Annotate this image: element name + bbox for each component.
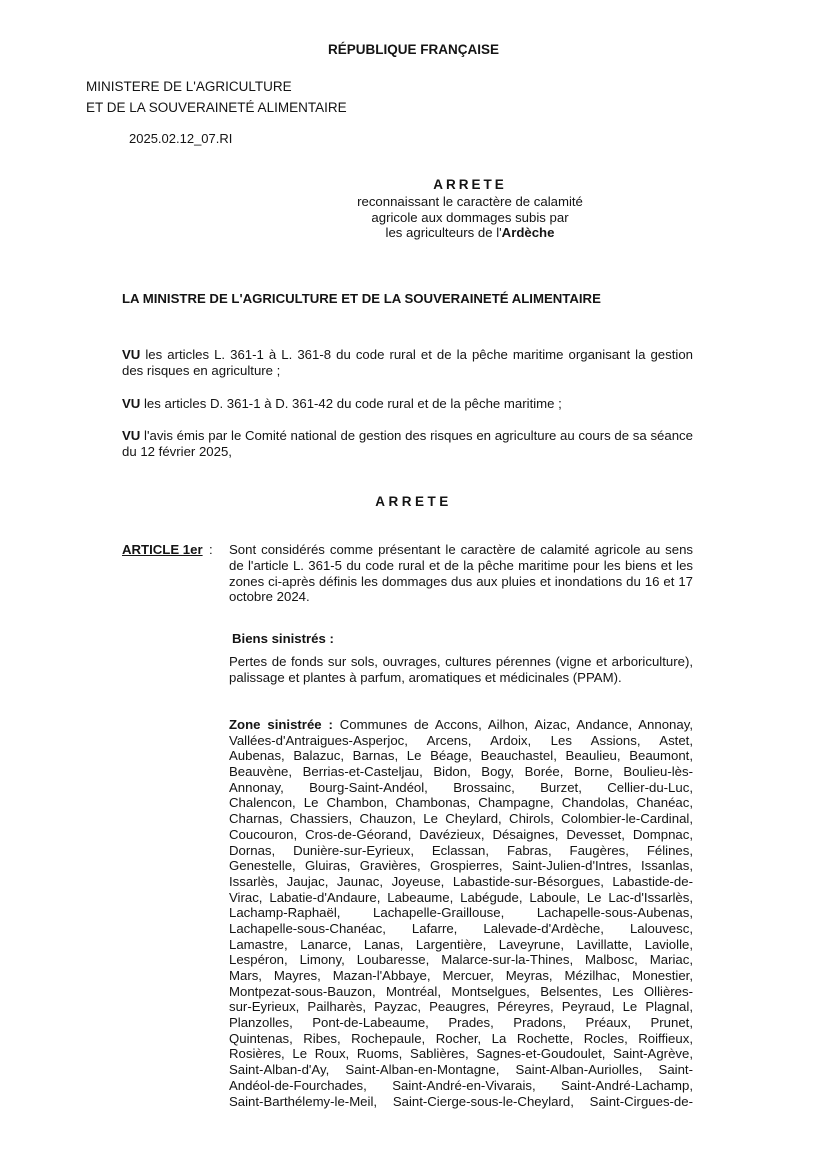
decree-subtitle-line-3 (250, 225, 690, 241)
zone-line: Vallées-d'Antraigues-Asperjoc, Arcens, Ardoix, Les Assions, Astet, (229, 732, 693, 748)
zone-line: Montpezat-sous-Bauzon, Montréal, Montselgues, Belsentes, Les Ollières- (229, 983, 693, 999)
ministry-line-2: ET DE LA SOUVERAINETÉ ALIMENTAIRE (86, 100, 347, 115)
article-separator: : (209, 542, 213, 557)
decree-subtitle-line-2: agricole aux dommages subis par (371, 209, 569, 225)
zone-line: Mars, Mayres, Mazan-l'Abbaye, Mercuer, Meyras, Mézilhac, Monestier, (229, 968, 693, 983)
visa-paragraph (122, 428, 693, 460)
zone-label: Zone sinistrée : (229, 717, 333, 732)
visa-paragraph (122, 347, 693, 379)
zone-line: Lespéron, Limony, Loubaresse, Malarce-sur-la-Thines, Malbosc, Mariac, (229, 952, 693, 968)
zone-line: Charnas, Chassiers, Chauzon, Le Cheylard, Chirols, Colombier-le-Cardinal, (229, 811, 693, 827)
zone-line: Coucouron, Cros-de-Géorand, Davézieux, Désaignes, Devesset, Dompnac, (229, 826, 693, 842)
affected-zone-block (229, 717, 693, 1109)
zone-line: Lachapelle-sous-Chanéac, Lafarre, Lalevade-d'Ardèche, Lalouvesc, (229, 920, 693, 936)
zone-line: Aubenas, Balazuc, Barnas, Le Béage, Beauchastel, Beaulieu, Beaumont, (229, 748, 693, 764)
article-label: ARTICLE 1er (122, 542, 203, 557)
subtitle-prefix: les agriculteurs de l' (385, 225, 502, 241)
zone-line: Issarlès, Jaujac, Jaunac, Joyeuse, Labastide-sur-Bésorgues, Labastide-de- (229, 873, 693, 889)
zone-line: Beauvène, Berrias-et-Casteljau, Bidon, Bogy, Borée, Borne, Boulieu-lès- (229, 764, 693, 780)
zone-line: Planzolles, Pont-de-Labeaume, Prades, Pradons, Préaux, Prunet, (229, 1015, 693, 1031)
visa-label: VU (122, 347, 141, 362)
decree-title (250, 177, 690, 241)
damaged-goods-text: Pertes de fonds sur sols, ouvrages, cultures pérennes (vigne et arboriculture), palissage et plantes à parfum, aromatiques et médicinales (PPAM). (229, 654, 693, 685)
document-reference: 2025.02.12_07.RI (129, 131, 233, 146)
zone-line: Saint-Alban-d'Ay, Saint-Alban-en-Montagne, Saint-Alban-Auriolles, Saint- (229, 1062, 693, 1078)
visa-text: les articles D. 361-1 à D. 361-42 du code rural et de la pêche maritime ; (140, 396, 562, 411)
zone-line: Rosières, Le Roux, Ruoms, Sablières, Sagnes-et-Goudoulet, Saint-Agrève, (229, 1046, 693, 1062)
article-text: Sont considérés comme présentant le caractère de calamité agricole au sens de l'article L. 361-5 du code rural et de la pêche maritime pour les biens et les zones ci-après définis les dommages dus aux pluies et inondations du 16 et 17 octobre 2024. (229, 542, 693, 605)
decree-heading: ARRETE (433, 177, 507, 192)
zone-line: Andéol-de-Fourchades, Saint-André-en-Vivarais, Saint-André-Lachamp, (229, 1077, 693, 1093)
zone-line: Lamastre, Lanarce, Lanas, Largentière, Laveyrune, Lavillatte, Laviolle, (229, 936, 693, 952)
zone-line: Genestelle, Gluiras, Gravières, Grospierres, Saint-Julien-d'Intres, Issanlas, (229, 858, 693, 874)
visa-text: les articles L. 361-1 à L. 361-8 du code rural et de la pêche maritime organisant la gestion des risques en agriculture ; (122, 347, 693, 378)
ministry-line-1: MINISTERE DE L'AGRICULTURE (86, 79, 292, 94)
zone-line: Zone sinistrée : Communes de Accons, Ailhon, Aizac, Andance, Annonay, (229, 717, 693, 732)
zone-line: Saint-Barthélemy-le-Meil, Saint-Cierge-sous-le-Cheylard, Saint-Cirgues-de- (229, 1093, 693, 1109)
zone-line: sur-Eyrieux, Pailharès, Payzac, Peaugres, Péreyres, Peyraud, Le Plagnal, (229, 999, 693, 1015)
zone-line: Chalencon, Le Chambon, Chambonas, Champagne, Chandolas, Chanéac, (229, 795, 693, 811)
zone-line: Annonay, Bourg-Saint-Andéol, Brossainc, Burzet, Cellier-du-Luc, (229, 779, 693, 795)
ministry-name (86, 76, 347, 118)
zone-line: Virac, Labatie-d'Andaure, Labeaume, Labégude, Laboule, Le Lac-d'Issarlès, (229, 889, 693, 905)
visa-paragraph (122, 396, 693, 412)
visa-text: l'avis émis par le Comité national de gestion des risques en agriculture au cours de sa séance du 12 février 2025, (122, 428, 693, 459)
republic-header: RÉPUBLIQUE FRANÇAISE (327, 42, 499, 57)
damaged-goods-title: Biens sinistrés : (232, 631, 334, 646)
decree-heading-2: ARRETE (375, 494, 452, 509)
visa-label: VU (122, 428, 141, 443)
zone-line: Quintenas, Ribes, Rochepaule, Rocher, La Rochette, Rocles, Roiffieux, (229, 1030, 693, 1046)
zone-line: Lachamp-Raphaël, Lachapelle-Graillouse, Lachapelle-sous-Aubenas, (229, 905, 693, 921)
department-name: Ardèche (501, 225, 555, 241)
zone-line: Dornas, Dunière-sur-Eyrieux, Eclassan, Fabras, Faugères, Félines, (229, 842, 693, 858)
decree-subtitle-line-1: reconnaissant le caractère de calamité (357, 193, 583, 209)
minister-heading: LA MINISTRE DE L'AGRICULTURE ET DE LA SOUVERAINETÉ ALIMENTAIRE (122, 291, 601, 306)
visa-label: VU (122, 396, 141, 411)
